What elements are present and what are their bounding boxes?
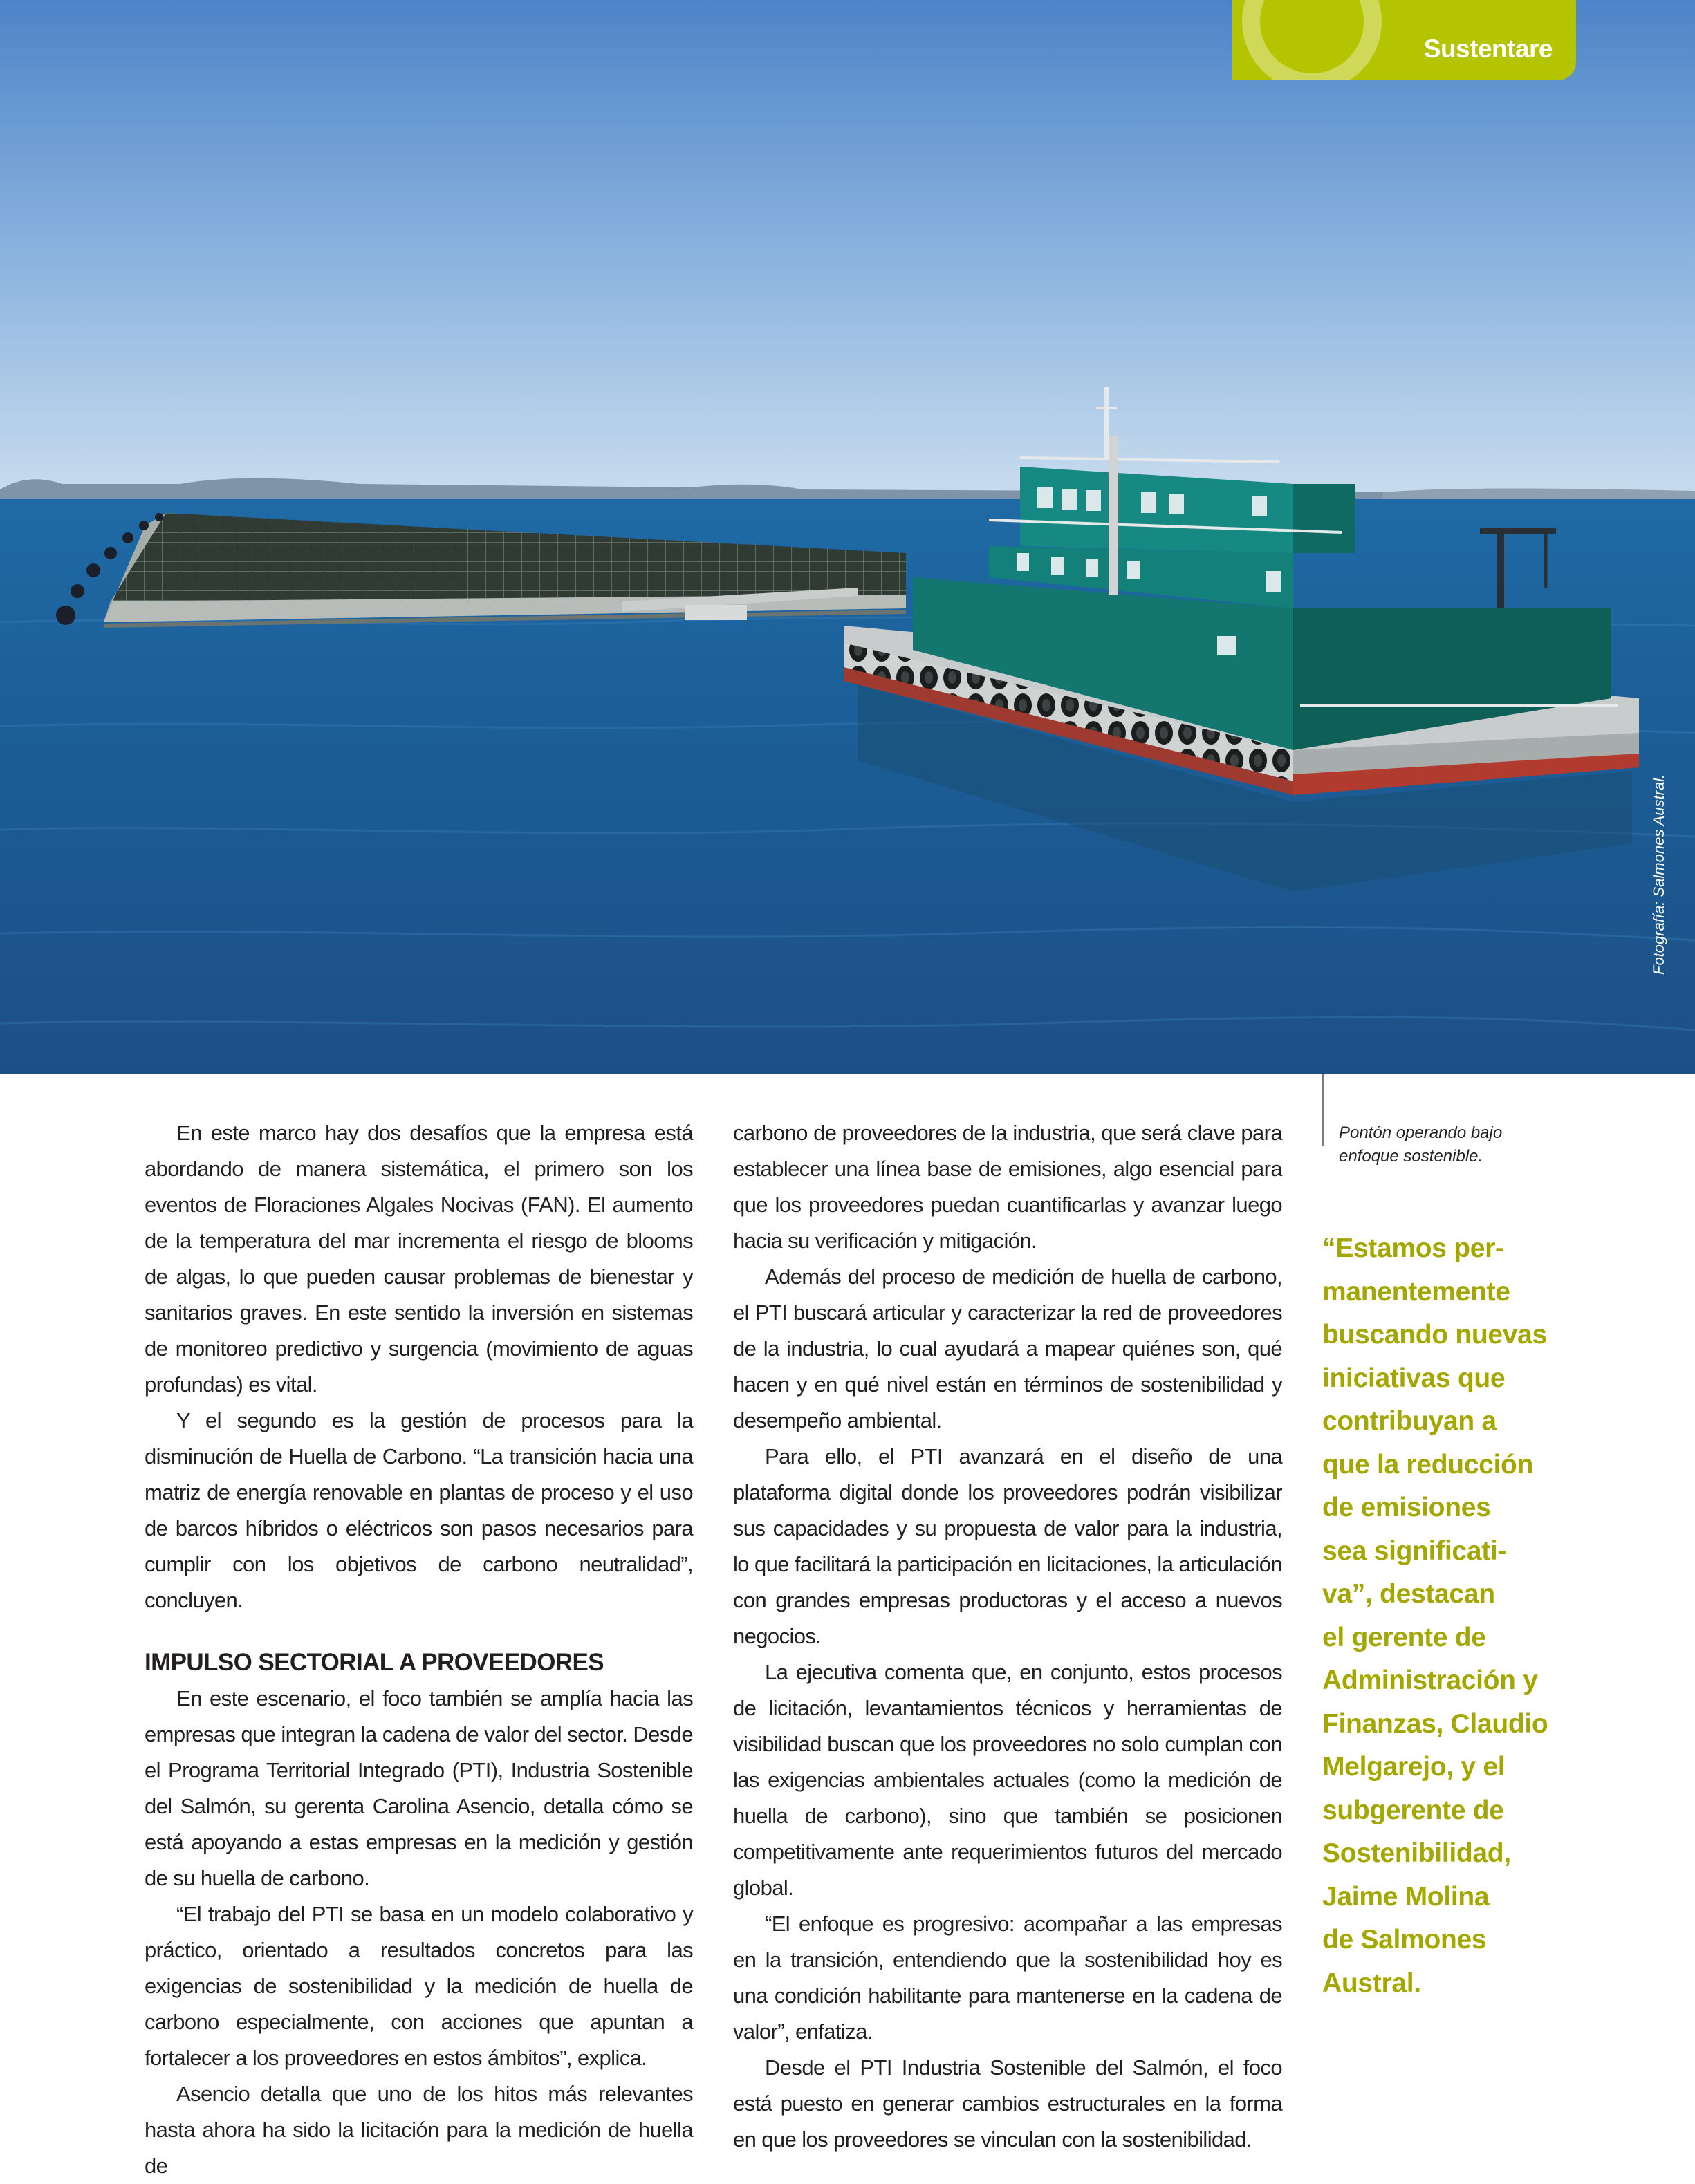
pull-quote-line: Administración y: [1322, 1665, 1538, 1695]
pull-quote-line: contribuyan a: [1322, 1406, 1497, 1436]
paragraph: En este marco hay dos desafíos que la empresa está abordando de manera sistemática, el primero son los eventos de Floraciones Algales Nocivas (FAN). El aumento de la temperatura del mar incrementa el riesgo de blooms de algas, lo que pueden causar problemas de bienestar y sanitarios graves. En este sentido la inversión en sistemas de monitoreo predictivo y surgencia (movimiento de aguas profundas) es vital.: [145, 1121, 693, 1397]
pull-quote-line: sea significati-: [1322, 1536, 1507, 1566]
pull-quote-line: que la reducción: [1322, 1449, 1534, 1480]
article-column-2: [733, 1115, 1282, 2158]
paragraph: Desde el PTI Industria Sostenible del Salmón, el foco está puesto en generar cambios estructurales en la forma en que los proveedores se vinculan con la sostenibilidad.: [733, 2055, 1282, 2152]
pull-quote-line: “Estamos per-: [1322, 1233, 1504, 1263]
pull-quote-line: subgerente de: [1322, 1795, 1504, 1825]
pull-quote-line: manentemente: [1322, 1276, 1510, 1307]
paragraph: “El enfoque es progresivo: acompañar a las empresas en la transición, entendiendo que la sostenibilidad hoy es una condición habilitante para mantenerse en la cadena de valor”, enfatiza.: [733, 1912, 1282, 2044]
article-column-1: [145, 1115, 693, 2184]
pull-quote-line: va”, destacan: [1322, 1579, 1495, 1609]
paragraph: “El trabajo del PTI se basa en un modelo colaborativo y práctico, orientado a resultados concretos para las exigencias de sostenibilidad y la medición de huella de carbono especialmente, con acciones que apuntan a fortalecer a los proveedores en estos ámbitos”, explica.: [145, 1902, 693, 2070]
paragraph: La ejecutiva comenta que, en conjunto, estos procesos de licitación, levantamientos técnicos y herramientas de visibilidad buscan que los proveedores no solo cumplan con las exigencias ambientales actuales (como la medición de huella de carbono), sino que también se posicionen competitivamente ante requerimientos futuros del mercado global.: [733, 1660, 1282, 1900]
section-label: Sustentare: [1423, 35, 1553, 63]
pull-quote-line: Jaime Molina: [1322, 1881, 1490, 1912]
section-heading: IMPULSO SECTORIAL A PROVEEDORES: [145, 1649, 604, 1676]
paragraph: carbono de proveedores de la industria, que será clave para establecer una línea base de emisiones, algo esencial para que los proveedores puedan cuantificarlas y avanzar luego hacia su verificación y mitigación.: [733, 1121, 1282, 1253]
hero-photo: [0, 0, 1695, 1074]
section-tab: [1232, 0, 1576, 80]
paragraph: Para ello, el PTI avanzará en el diseño de una plataforma digital donde los proveedores podrán visibilizar sus capacidades y su propuesta de valor para la industria, lo que facilitará la participación en licitaciones, la articulación con grandes empresas productoras y el acceso a nuevos negocios.: [733, 1444, 1282, 1648]
pull-quote: [1322, 1227, 1633, 2005]
pull-quote-line: Sostenibilidad,: [1322, 1838, 1511, 1868]
pull-quote-line: Melgarejo, y el: [1322, 1752, 1506, 1782]
pull-quote-line: Finanzas, Claudio: [1322, 1708, 1548, 1739]
pull-quote-line: el gerente de: [1322, 1622, 1486, 1652]
pull-quote-line: de emisiones: [1322, 1493, 1491, 1522]
section-logo-icon: [1242, 0, 1382, 80]
paragraph: Además del proceso de medición de huella de carbono, el PTI buscará articular y caracterizar la red de proveedores de la industria, lo cual ayudará a mapear quiénes son, qué hacen y en qué nivel están en términos de sostenibilidad y desempeño ambiental.: [733, 1264, 1282, 1432]
pull-quote-line: de Salmones: [1322, 1925, 1487, 1954]
photo-credit: Fotografía: Salmones Austral.: [1650, 774, 1667, 975]
pontoon-photo-illustration: [0, 0, 1695, 1074]
pull-quote-line: iniciativas que: [1322, 1363, 1506, 1393]
paragraph: En este escenario, el foco también se amplía hacia las empresas que integran la cadena de valor del sector. Desde el Programa Territorial Integrado (PTI), Industria Sostenible del Salmón, su gerenta Carolina Asencio, detalla cómo se está apoyando a estas empresas en la medición y gestión de su huella de carbono.: [145, 1686, 693, 1890]
photo-caption: Pontón operando bajo enfoque sostenible.: [1339, 1123, 1503, 1166]
pull-quote-line: Austral.: [1322, 1968, 1421, 1998]
paragraph: Asencio detalla que uno de los hitos más relevantes hasta ahora ha sido la licitación para la medición de huella de: [145, 2082, 693, 2178]
pull-quote-line: buscando nuevas: [1322, 1320, 1547, 1350]
caption-divider: [1322, 1074, 1324, 1146]
paragraph: Y el segundo es la gestión de procesos para la disminución de Huella de Carbono. “La transición hacia una matriz de energía renovable en plantas de proceso y el uso de barcos híbridos o eléctricos son pasos necesarios para cumplir con los objetivos de carbono neutralidad”, concluyen.: [145, 1408, 693, 1612]
